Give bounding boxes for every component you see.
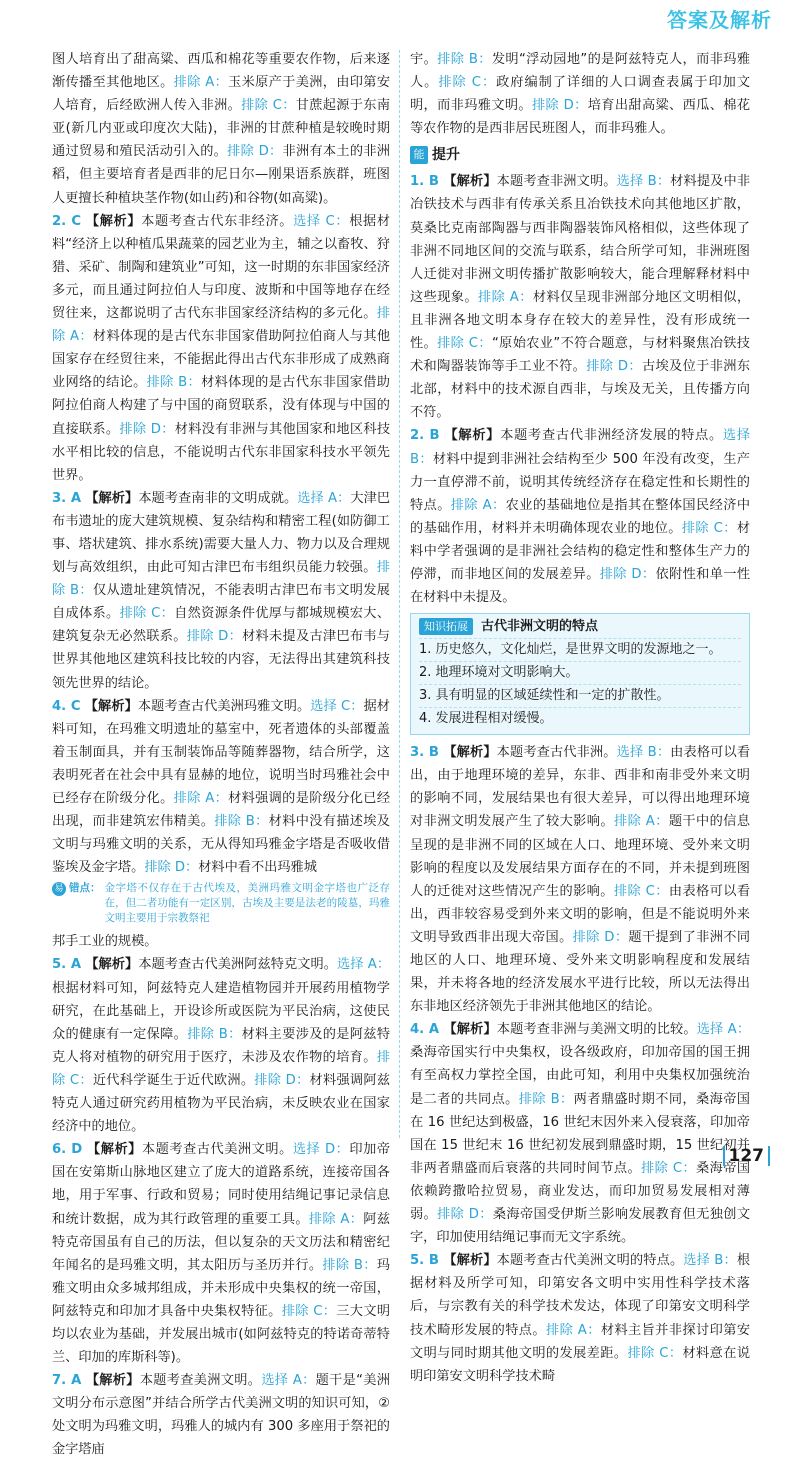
analysis-tag: 【解析】 [443,1253,497,1269]
text: 根据材料可知，阿兹特克人建造植物园并开展药用植物学研究，在此基础上，开设诊所或医院为平民治病，这使民众的健康有一定保障。 [52,980,390,1042]
answer-number: 2. B [410,428,440,444]
keyword: 排除 C： [641,1160,697,1176]
answer-number: 6. D [52,1142,83,1158]
text: 古埃及位于非洲东北部，材料中的技术源自西非，与埃及无关，且传播方向不符。 [410,359,751,421]
keyword: 排除 A： [613,814,669,830]
answer-number: 7. A [52,1373,82,1389]
keyword: 排除 A： [308,1211,364,1227]
text: 材料中看不出玛雅城 [198,860,317,876]
keyword: 排除 D： [599,566,656,582]
note-text: 金字塔不仅存在于古代埃及，美洲玛雅文明金字塔也广泛存在，但二者功能有一定区别，古埃及主要是法老的陵墓，玛雅文明主要用于宗教祭祀 [104,882,390,925]
text: 本题考查古代美洲文明的特点。 [496,1253,684,1269]
text: 材料强调的是阶级分化已经出现，而非建筑宏伟精美。 [52,791,391,830]
text: 据材料可知，在玛雅文明遗址的墓室中，死者遗体的头部覆盖着玉制面具，并有玉制装饰品等随葬器物，结合所学，这表明死者在社会中具有显赫的地位，说明当时玛雅社会中已经存在阶级分化。 [52,698,390,806]
analysis-tag: 【解析】 [85,957,139,973]
text: 邦手工业的规模。 [52,934,158,950]
text: 由表格可以看出，西非较容易受到外来文明的影响，但是不能说明外来文明导致西非出现大帝国。 [410,883,751,945]
text: 桑海帝国依赖跨撒哈拉贸易，商业发达，而印加贸易发展相对薄弱。 [410,1160,751,1223]
keyword: 排除 D： [254,1072,310,1088]
text: “原始农业”不符合题意，与材料聚焦冶铁技术和陶器装饰等手工业不符。 [410,336,750,375]
text: 材料意在说明印第安文明科学技术畸 [410,1345,751,1384]
keyword: 排除 B： [322,1257,377,1273]
analysis-tag: 【解析】 [443,745,497,761]
keyword: 排除 D： [437,1207,493,1223]
page-header [0,0,800,40]
knowledge-item: 4. 发展进程相对缓慢。 [419,707,741,730]
text: 材料未提及古津巴布韦与世界其他地区建筑科技比较的内容，无法得出其建筑科技领先世界的结论。 [52,629,390,691]
knowledge-box-header [419,614,741,638]
keyword: 排除 C： [438,75,497,91]
keyword: 选择 A： [696,1022,751,1038]
keyword: 排除 C： [627,1345,683,1361]
answer-item-5 [52,953,390,1138]
text: 根据材料及所学可知，印第安各文明中实用性科学技术落后，与宗教有关的科学技术发达，体现了印第安文明科学技术畸形发展的特点。 [410,1253,751,1338]
analysis-tag: 【解析】 [85,1373,140,1389]
text: 本题考查古代东非经济。 [141,213,294,229]
text: 材料中提到非洲社会结构至少 500 年没有改变，生产力一直停滞不前，说明其传统经济存在稳定性和长期性的特点。 [410,451,750,513]
column-divider [399,50,400,1138]
answer-item-7 [52,1369,390,1461]
answer-number: 4. C [52,698,81,714]
knowledge-title: 古代非洲文明的特点 [481,618,599,634]
keyword: 选择 A： [337,957,391,973]
text: 本题考查非洲与美洲文明的比较。 [496,1022,697,1038]
text: 发明“浮动园地”的是阿兹特克人，而非玛雅人。 [410,52,751,91]
text: 三大文明均以农业为基础，并发展出城市(如阿兹特克的特诺奇蒂特兰、印加的库斯科等)。 [52,1303,391,1366]
text: 本题考查南非的文明成就。 [138,490,298,506]
knowledge-item: 2. 地理环境对文明影响大。 [419,661,741,684]
knowledge-tag: 知识拓展 [419,618,473,635]
keyword: 排除 A： [478,289,533,305]
answer-number: 3. A [52,490,82,506]
keyword: 排除 C： [437,336,492,352]
error-note-icon: 易 [52,882,66,896]
keyword: 排除 A： [450,497,506,513]
right-continuation [410,48,750,140]
section-badge-icon: 能 [410,146,428,164]
text: 玉米原产于美洲，由印第安人培育，后经欧洲人传入非洲。 [52,75,391,114]
text: 题干是“美洲文明分布示意图”并结合所学古代美洲文明的知识可知，②处文明为玛雅文明，玛雅人的城内有 300 多座用于祭祀的金字塔庙 [52,1373,390,1458]
keyword: 排除 C： [681,520,737,536]
keyword: 选择 B： [410,428,751,467]
left-continuation [52,48,390,210]
keyword: 排除 D： [227,144,283,160]
keyword: 排除 C： [52,1049,390,1088]
text: 本题考查古代非洲经济发展的特点。 [500,428,723,444]
note-label: 错点： [69,882,101,895]
answer-item-5 [410,1249,750,1388]
text: 阿兹特克帝国虽有自己的历法，但以复杂的天文历法和精密纪年闻名的是玛雅文明，其太阳历与圣历并行。 [52,1211,391,1273]
answer-number: 5. B [410,1253,439,1269]
answer-number: 1. B [410,174,439,190]
text: 材料仅呈现非洲部分地区文明相似，且非洲各地文明本身存在较大的差异性，没有形成统一性。 [410,289,751,352]
text: 印加帝国在安第斯山脉地区建立了庞大的道路系统，连接帝国各地，用于军事、行政和贸易；同时使用结绳记事记录信息和统计数据，成为其行政管理的重要工具。 [52,1142,391,1227]
section-heading [410,144,750,166]
text: 本题考查古代美洲文明。 [141,1142,293,1158]
keyword: 排除 D： [586,359,642,375]
text: 仅从遗址建筑情况，不能表明古津巴布韦文明发展自成体系。 [52,583,390,622]
text: 材料主要涉及的是阿兹特克人将对植物的研究用于医疗，未涉及农作物的培育。 [52,1026,391,1065]
keyword: 选择 C： [310,698,364,714]
text: 材料主旨并非探讨印第安文明与同时期其他文明的发展差距。 [410,1322,751,1361]
keyword: 排除 A： [52,306,390,345]
text: 玛雅文明由众多城邦组成，并未形成中央集权的统一帝国，阿兹特克和印加才具备中央集权特征。 [52,1257,390,1319]
text: 题干提到了非洲不同地区的人口、地理环境、受外来文明影响程度和发展结果，并未将各地的经济发展水平进行比较，所以无法得出东非地区经济领先于非洲其他地区的结论。 [410,929,751,1015]
analysis-tag: 【解析】 [444,428,501,444]
analysis-tag: 【解析】 [84,698,138,714]
keyword: 排除 B： [146,375,202,391]
text: 材料体现的是古代东非国家借助阿拉伯商人与其他国家存在经贸往来，不能据此得出古代东非形成了成熟商业网络的结论。 [52,329,391,391]
text: 材料体现的是古代东非国家借助阿拉伯商人构建了与中国的商贸联系，没有体现与中国的直接联系。 [52,375,390,437]
text: 两者鼎盛时期不同，桑海帝国在 16 世纪达到极盛，16 世纪末因外来入侵衰落，印加帝国在 15 世纪末 16 世纪初发展到鼎盛时期，15 世纪初并非两者鼎盛而后衰落的共同时间节点。 [410,1091,750,1176]
keyword: 选择 B： [616,174,671,190]
text: 大津巴布韦遗址的庞大建筑规模、复杂结构和精密工程(如防御工事、塔状建筑、排水系统)需要大量人力、物力以及合理规划与高效组织，由此可知古津巴布韦组织员能力较强。 [52,490,391,576]
analysis-tag: 【解析】 [85,490,139,506]
analysis-tag: 【解析】 [85,213,142,229]
text: 本题考查非洲文明。 [496,174,617,190]
text: 材料中学者强调的是非洲社会结构的稳定性和整体生产力的停滞，而非地区间的发展差异。 [410,520,750,582]
keyword: 选择 B： [683,1253,737,1269]
analysis-tag: 【解析】 [443,174,497,190]
answer-item-6 [52,1138,390,1369]
text: 材料提及中非冶铁技术与西非有传承关系且冶铁技术向其他地区扩散，莫桑比克南部陶器与西非陶器装饰风格相似，这些体现了非洲不同地区间的交流与联系，结合所学可知，非洲班图人迁徙对非洲文明传播扩散影响较大，能合理解释材料中这些现象。 [410,174,751,305]
text: 题干中的信息呈现的是非洲不同的区域在人口、地理环境、受外来文明影响的程度以及发展结果方面存在的不同，并未提到班图人的迁徙对这些情况产生的影响。 [410,814,751,899]
text: 本题考查古代美洲玛雅文明。 [137,698,311,714]
keyword: 选择 D： [292,1142,350,1158]
text: 根据材料“经济上以种植瓜果蔬菜的园艺业为主，辅之以畜牧、狩猎、采矿、制陶和建筑业”可知，这一时期的东非国家经济多元，而且通过阿拉伯人与印度、波斯和中国等地存在经贸往来，这都说明了古代东非国家经济结构的多元化。 [52,213,391,322]
answer-item-3 [410,741,750,1018]
keyword: 选择 A： [297,490,351,506]
text: 由表格可以看出，由于地理环境的差异，东非、西非和南非受外来文明的影响不同，发展结果也有很大差异，可以得出地理环境对非洲文明发展产生了较大影响。 [410,745,751,830]
text: 本题考查美洲文明。 [139,1373,262,1389]
keyword: 排除 A： [546,1322,601,1338]
answer-number: 5. A [52,957,82,973]
keyword: 排除 B： [52,560,390,599]
knowledge-item: 3. 具有明显的区域延续性和一定的扩散性。 [419,684,741,707]
answer-item-2 [410,424,750,609]
text: 政府编制了详细的人口调查表属于印加文明，而非玛雅文明。 [410,75,751,114]
text: 本题考查古代美洲阿兹特克文明。 [138,957,338,973]
answer-item-4 [52,695,390,880]
text: 材料中没有描述埃及文明与玛雅文明的关系，无从得知玛雅金字塔是否吸收借鉴埃及金字塔。 [52,814,390,876]
keyword: 排除 D： [119,421,175,437]
text: 图人培育出了甜高粱、西瓜和棉花等重要农作物，后来逐渐传播至其他地区。 [52,52,390,91]
keyword: 排除 D： [144,860,199,876]
keyword: 排除 C： [241,98,296,114]
section-title: 提升 [432,146,460,163]
text: 农业的基础地位是指其在整体国民经济中的基础作用，材料并未明确体现农业的地位。 [410,497,751,536]
knowledge-item: 1. 历史悠久，文化灿烂，是世界文明的发源地之一。 [419,638,741,661]
page-number: 127 [723,1146,771,1166]
text: 自然资源条件优厚与都城规模宏大、建筑复杂无必然联系。 [52,606,391,645]
keyword: 排除 D： [531,98,588,114]
keyword: 排除 B： [214,814,269,830]
keyword: 选择 A： [261,1373,316,1389]
left-column [52,48,391,1458]
answer-number: 2. C [52,213,82,229]
keyword: 排除 A： [173,75,229,91]
text: 桑海帝国受伊斯兰影响发展教育但无独创文字，印加使用结绳记事而无文字系统。 [410,1207,751,1246]
answer-number: 3. B [410,745,439,761]
header-title: 答案及解析 [667,8,772,32]
keyword: 排除 C： [281,1303,337,1319]
error-prone-note [52,881,390,926]
keyword: 排除 B： [518,1091,574,1107]
text: 本题考查古代非洲。 [496,745,617,761]
keyword: 排除 D： [572,929,629,945]
text: 非洲有本土的非洲稻，但主要培育者是西非的尼日尔—刚果语系族群，班图人更擅长种植块茎作物(如山药)和谷物(如高粱)。 [52,144,390,206]
keyword: 选择 C： [293,213,350,229]
text: 材料强调阿兹特克人通过研究药用植物为平民治病，未反映农业在国家经济中的地位。 [52,1072,391,1135]
keyword: 排除 D： [186,629,243,645]
answer-item-2 [52,210,390,487]
answer-item-4 [410,1018,750,1249]
analysis-tag: 【解析】 [87,1142,142,1158]
text: 宇。 [410,52,438,67]
keyword: 排除 B： [437,52,492,67]
keyword: 排除 C： [119,606,175,622]
answer-item-4-tail [52,930,390,953]
keyword: 选择 B： [616,745,671,761]
text: 依附性和单一性在材料中未提及。 [410,566,751,606]
text: 材料没有非洲与其他国家和地区科技水平相比较的信息，不能说明古代东非国家科技水平领先世界。 [52,421,391,483]
answer-number: 4. A [410,1022,440,1038]
keyword: 排除 A： [173,791,229,806]
text: 培育出甜高粱、西瓜、棉花等农作物的是西非居民班图人，而非玛雅人。 [410,98,751,137]
text: 桑海帝国实行中央集权，设各级政府，印加帝国的国王拥有至高权力掌控全国，由此可知，利用中央集权加强统治是二者的共同点。 [410,1045,750,1107]
keyword: 排除 C： [613,883,669,899]
answer-item-3 [52,487,390,695]
knowledge-box [410,613,750,735]
text: 甘蔗起源于东南亚(新几内亚或印度次大陆)，非洲的甘蔗种植是较晚时期通过贸易和殖民活动引入的。 [52,98,391,160]
keyword: 排除 B： [187,1026,242,1042]
text: 近代科学诞生于近代欧洲。 [92,1072,255,1088]
answer-item-1 [410,170,750,424]
analysis-tag: 【解析】 [443,1022,497,1038]
